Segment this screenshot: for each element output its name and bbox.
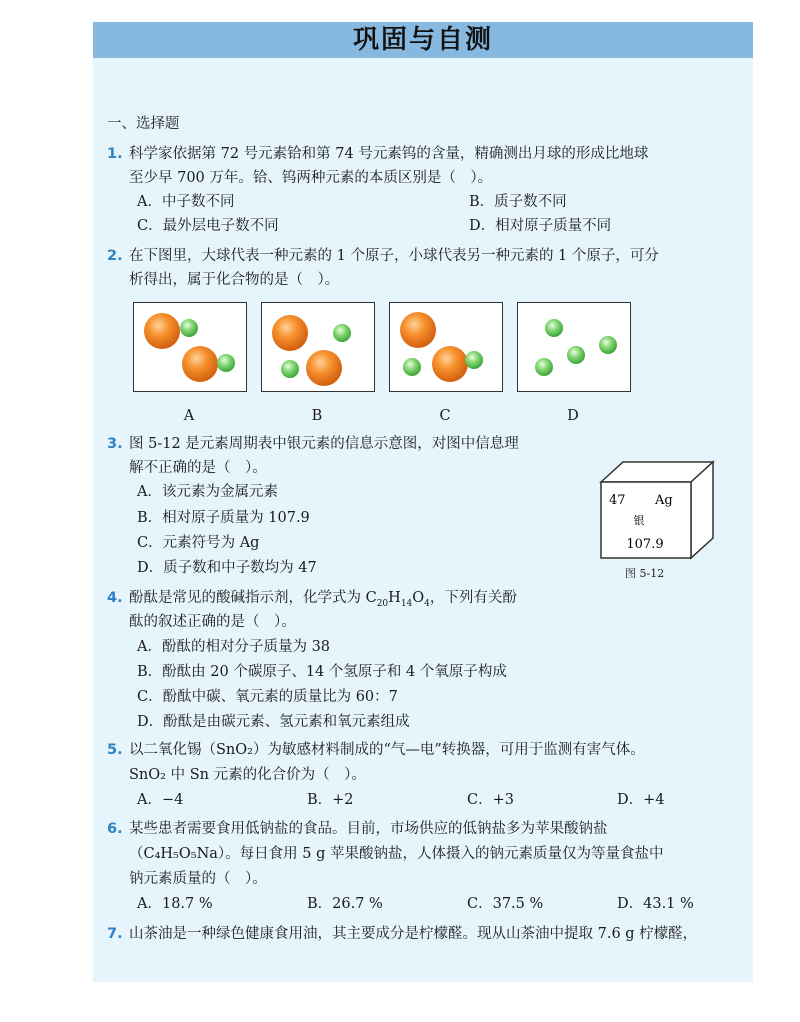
question-text: 至少早 700 万年。铪、钨两种元素的本质区别是（ ）。: [129, 170, 493, 186]
option-c: C．最外层电子数不同: [137, 218, 279, 234]
question-text: 析得出，属于化合物的是（ ）。: [129, 272, 340, 288]
small-atom: [180, 319, 198, 337]
page-title: 巩固与自测: [352, 25, 493, 55]
diagram-label-c: C: [439, 408, 451, 424]
element-symbol: Ag: [655, 493, 673, 508]
question-number: 7.: [107, 926, 123, 942]
question-text: 以二氧化锡（SnO₂）为敏感材料制成的“气—电”转换器，可用于监测有害气体。: [129, 742, 645, 758]
option-c: C．酚酞中碳、氧元素的质量比为 60：7: [137, 689, 398, 705]
option-a: A．该元素为金属元素: [137, 484, 278, 500]
diagram-label-d: D: [567, 408, 579, 424]
large-atom: [272, 315, 308, 351]
question-text: 科学家依据第 72 号元素铪和第 74 号元素钨的含量，精确测出月球的形成比地球: [129, 146, 649, 162]
question-text: 山茶油是一种绿色健康食用油，其主要成分是柠檬醛。现从山茶油中提取 7.6 g 柠檬醛，: [129, 926, 698, 942]
small-atom: [281, 360, 299, 378]
section-title: 一、选择题: [107, 116, 180, 132]
question-text: （C₄H₅O₅Na）。每日食用 5 g 苹果酸钠盐，人体摄入的钠元素质量仅为等量食盐中: [129, 846, 664, 862]
diagram-label-b: B: [311, 408, 323, 424]
option-c: C．37.5 %: [467, 896, 544, 912]
question-number: 2.: [107, 248, 123, 264]
option-d: D．相对原子质量不同: [469, 218, 612, 234]
small-atom: [333, 324, 351, 342]
question-text: 钠元素质量的（ ）。: [129, 871, 267, 887]
large-atom: [306, 350, 342, 386]
worksheet-page: [93, 22, 753, 982]
option-a: A．−4: [137, 792, 184, 808]
large-atom: [432, 346, 468, 382]
option-b: B．+2: [307, 792, 354, 808]
molecule-diagram-c: [389, 302, 503, 392]
option-b: B．相对原子质量为 107.9: [137, 510, 310, 526]
small-atom: [567, 346, 585, 364]
small-atom: [217, 354, 235, 372]
molecule-diagram-b: [261, 302, 375, 392]
element-name: 银: [633, 514, 645, 527]
question-number: 5.: [107, 742, 123, 758]
option-d: D．酚酞是由碳元素、氢元素和氧元素组成: [137, 714, 410, 730]
question-number: 3.: [107, 436, 123, 452]
question-text: 图 5-12 是元素周期表中银元素的信息示意图，对图中信息理: [129, 436, 519, 452]
large-atom: [144, 313, 180, 349]
option-b: B．26.7 %: [307, 896, 383, 912]
diagram-label-a: A: [183, 408, 195, 424]
question-text: 酞的叙述正确的是（ ）。: [129, 614, 296, 630]
option-b: B．酚酞由 20 个碳原子、14 个氢原子和 4 个氧原子构成: [137, 664, 507, 680]
molecule-diagram-a: [133, 302, 247, 392]
question-number: 1.: [107, 146, 123, 162]
question-number: 4.: [107, 590, 123, 606]
option-c: C．+3: [467, 792, 514, 808]
small-atom: [545, 319, 563, 337]
option-d: D．质子数和中子数均为 47: [137, 560, 317, 576]
question-text: SnO₂ 中 Sn 元素的化合价为（ ）。: [129, 767, 366, 783]
option-a: A．中子数不同: [137, 194, 235, 210]
atomic-number: 47: [609, 493, 626, 508]
option-d: D．+4: [617, 792, 665, 808]
small-atom: [535, 358, 553, 376]
option-d: D．43.1 %: [617, 896, 694, 912]
large-atom: [182, 346, 218, 382]
option-a: A．18.7 %: [137, 896, 213, 912]
small-atom: [465, 351, 483, 369]
atomic-mass: 107.9: [626, 537, 664, 552]
silver-element-cube-figure: [593, 460, 723, 562]
option-c: C．元素符号为 Ag: [137, 535, 260, 551]
question-number: 6.: [107, 821, 123, 837]
question-text: 酚酞是常见的酸碱指示剂，化学式为 $C_{20}H_{14}O_4$，下列有关酚: [129, 590, 517, 609]
question-text: 解不正确的是（ ）。: [129, 460, 267, 476]
molecule-diagram-d: [517, 302, 631, 392]
option-a: A．酚酞的相对分子质量为 38: [137, 639, 331, 655]
question-text: 某些患者需要食用低钠盐的食品。目前，市场供应的低钠盐多为苹果酸钠盐: [129, 821, 608, 837]
small-atom: [599, 336, 617, 354]
question-text: 在下图里，大球代表一种元素的 1 个原子，小球代表另一种元素的 1 个原子，可分: [129, 248, 659, 264]
exercise-content: [93, 22, 753, 982]
figure-caption: 图 5-12: [625, 567, 665, 580]
large-atom: [400, 312, 436, 348]
small-atom: [403, 358, 421, 376]
option-b: B．质子数不同: [469, 194, 567, 210]
